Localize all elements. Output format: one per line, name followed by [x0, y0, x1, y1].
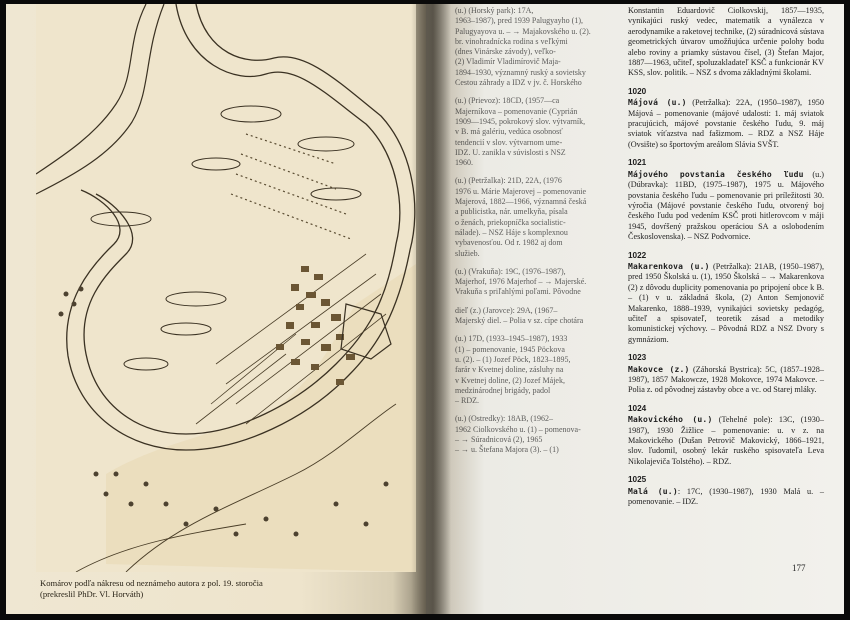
entry-headword: Makarenkova (u.) — [628, 261, 710, 271]
left-page — [6, 4, 426, 614]
left-column-line: (dnes Vinárske závody), veľko- — [455, 47, 556, 57]
left-column-line: v Kvetnej doline, (2) Jozef Májek, — [455, 375, 565, 385]
left-column-line: 1960. — [455, 158, 473, 168]
left-column-line: 1963–1987), pred 1939 Palugyayho (1), — [455, 16, 583, 26]
entry-number: 1022 — [628, 250, 647, 260]
left-column-line: vybavenosťou. Od r. 1982 aj dom — [455, 238, 563, 248]
entry-text — [628, 170, 824, 243]
map-illustration — [36, 4, 416, 572]
dictionary-entry — [628, 404, 824, 467]
left-column-line: medzinárodnej brigády, padol — [455, 385, 551, 395]
entry-text — [628, 365, 824, 396]
entry-text — [628, 487, 824, 508]
left-column-line: dieľ (z.) (Jarovce): 29A, (1967– — [455, 305, 558, 315]
book-gutter — [411, 4, 451, 614]
left-column-line: Palugyayova u. – → Majakovského u. (2). — [455, 26, 591, 36]
entry-headword: Makovického (u.) — [628, 415, 713, 425]
left-column-line: (u.) (Petržalka): 21D, 22A, (1976 — [455, 176, 562, 186]
entry-body: : 17C, (1930–1987), 1930 Malá u. – pomenovanie. – IDZ. — [628, 486, 824, 507]
left-column-line: farár v Kvetnej doline, zásluhy na — [455, 365, 564, 375]
left-column-line: (u.) (Vrakuňa): 19C, (1976–1987), — [455, 266, 566, 276]
left-column-line: Majerhof, 1976 Majerhof – → Majerské. — [455, 277, 587, 287]
left-column-line: Cestou záhrady a IDZ v jv. č. Horského — [455, 78, 582, 88]
entry-headword: Makovce (z.) — [628, 364, 690, 374]
entry-body: (Petržalka): 22A, (1950–1987), 1950 Májová – pomenovanie (májové udalosti: 1. máj sviatok pracujúcich, májové povstanie českého ľudu, 9. máj sviatok víťazstva nad fašizmom. – RDZ a NSZ Háje (Ovsište) so športovým areálom Slávia SVŠT. — [628, 98, 824, 149]
entry-headword: Malá (u.) — [628, 486, 678, 496]
right-text-column — [628, 6, 824, 507]
dictionary-entry — [628, 353, 824, 396]
entry-body: (Záhorská Bystrica): 5C, (1857–1928–1987), 1857 Makowcze, 1928 Mokovce, 1974 Makovce. – Polia z. od pôvodnej zástavby obce a vc. od Starej mláky. — [628, 364, 824, 395]
dictionary-entry — [628, 158, 824, 242]
dictionary-entry — [628, 475, 824, 507]
left-column-line: (u.) (Prievoz): 18CD, (1957—ca — [455, 96, 560, 106]
left-column-line: (u.) (Horský park): 17A, — [455, 6, 534, 15]
left-column-line: o ženách, priekopníčka socialistic- — [455, 217, 566, 227]
entry-body: (u.) (Dúbravka): 11BD, (1975–1987), 1975 u. Májového povstania českého ľudu – pomenovanie pri príležitosti 30. výročia (Májové povstanie českého ľudu, otvorený boj českého ľudu pod vedením KSČ proti hitlerovcom v máji 1945, dovŕšený pražskou operáciou SA a oslobodením Československa). – NSZ Podvornice. — [628, 169, 825, 242]
caption-line-1: Komárov podľa nákresu od neznámeho autora z pol. 19. storočia — [40, 578, 263, 588]
entry-body: (Petržalka): 21AB, (1950–1987), pred 1950 Školská u. (1), 1950 Školská – → Makarenkova (2) z dôvodu duplicity pomenovania po pripojení obce k B. – (1) v u. základná škola, (2) Anton Semjonovič Makarenko, 1888–1939, vynikajúci sovietsky pedagóg, učiteľ a spisovateľ, teoretik zásad a metodiky komunistickej výchovy. – Pôvodná RDZ a NSZ Dvory s gymnáziom. — [628, 261, 825, 344]
left-column-line: a publicistka, nár. umelkyňa, písala — [455, 207, 568, 217]
entry-text — [628, 98, 824, 150]
left-column-line: v B. má galériu, vedúca osobnosť — [455, 127, 563, 137]
left-column-line: – → Súradnicová (2), 1965 — [455, 434, 543, 444]
entry-number: 1023 — [628, 353, 647, 363]
left-column-line: (u.) 17D, (1933–1945–1987), 1933 — [455, 334, 568, 344]
left-column-line: 1894–1930, významný ruský a sovietsky — [455, 67, 586, 77]
left-column-line: u. (2). – (1) Jozef Pöck, 1823–1895, — [455, 354, 571, 364]
dictionary-entry — [628, 251, 824, 346]
left-column-line: 1976 u. Márie Majerovej – pomenovanie — [455, 186, 587, 196]
map-caption — [40, 578, 370, 600]
page-number: 177 — [792, 563, 806, 573]
left-column-line: Vrakuňa s priľahlými poľami. Pôvodne — [455, 287, 581, 297]
left-column-line: (u.) (Ostredky): 18AB, (1962– — [455, 414, 553, 424]
entry-number: 1024 — [628, 403, 647, 413]
left-column-line: služieb. — [455, 248, 480, 258]
left-column-line: 1909—1945, pokrokový slov. výtvarník, — [455, 116, 586, 126]
entry-continuation: Konstantin Eduardovič Ciolkovskij, 1857—1935, vynikajúci ruský vedec, matematik a vynálezca v aerodynamike a raketovej technike, (2) súradnicová sústava geometrických útvarov umožňujúca určenie polohy bodu alebo roviny a priamky sústavou čísel, (3) Štefan Major, 1887—1963, učiteľ, spoluzakladateľ KSČ a funkcionár KV KSS, slov. politik. – NSZ s dvoma základnými školami. — [628, 6, 824, 78]
entry-headword: Májová (u.) — [628, 98, 687, 108]
left-text-column — [455, 6, 625, 456]
left-column-line: Majerníkova – pomenovanie (Cyprián — [455, 106, 578, 116]
left-column-line: IDZ. U. zanikla v súvislosti s NSZ — [455, 147, 566, 157]
left-column-line: tendencií v slov. výtvarnom ume- — [455, 137, 563, 147]
entry-headword: Májového povstania českého ľudu — [628, 169, 804, 179]
entry-number: 1025 — [628, 475, 647, 485]
left-column-line: 1962 Ciolkovského u. (1) – pomenova- — [455, 424, 581, 434]
caption-line-2: (prekreslil PhDr. Vl. Horváth) — [40, 589, 144, 599]
left-column-line: Majerský diel. – Polia v sz. cípe chotára — [455, 316, 584, 326]
entry-body: (Tehelné pole): 13C, (1930–1987), 1930 Žižlice – pomenovanie: u. v z. na Makovického (Dušan Petrovič Makovický, 1866–1921, slov. ľudomil, osobný lekár ruského spisovateľa Leva Nikolajeviča Tolstého). – RDZ. — [628, 415, 824, 466]
dictionary-entry — [628, 87, 824, 150]
left-column-line: (2) Vladimír Vladimírovič Maja- — [455, 57, 561, 67]
entry-number: 1020 — [628, 86, 647, 96]
left-column-line: – → u. Štefana Majora (3). – (1) — [455, 445, 559, 455]
left-column-line: – RDZ. — [455, 396, 479, 406]
left-column-line: nálade). – NSZ Háje s komplexnou — [455, 227, 568, 237]
left-column-line: (1) – pomenovanie, 1945 Pöckova — [455, 344, 565, 354]
entry-number: 1021 — [628, 158, 647, 168]
entry-text — [628, 415, 824, 467]
left-column-line: Majerová, 1882—1966, významná česká — [455, 197, 587, 207]
entry-text — [628, 262, 824, 345]
left-column-line: br. vinohradnícka rodina s veľkými — [455, 36, 568, 46]
